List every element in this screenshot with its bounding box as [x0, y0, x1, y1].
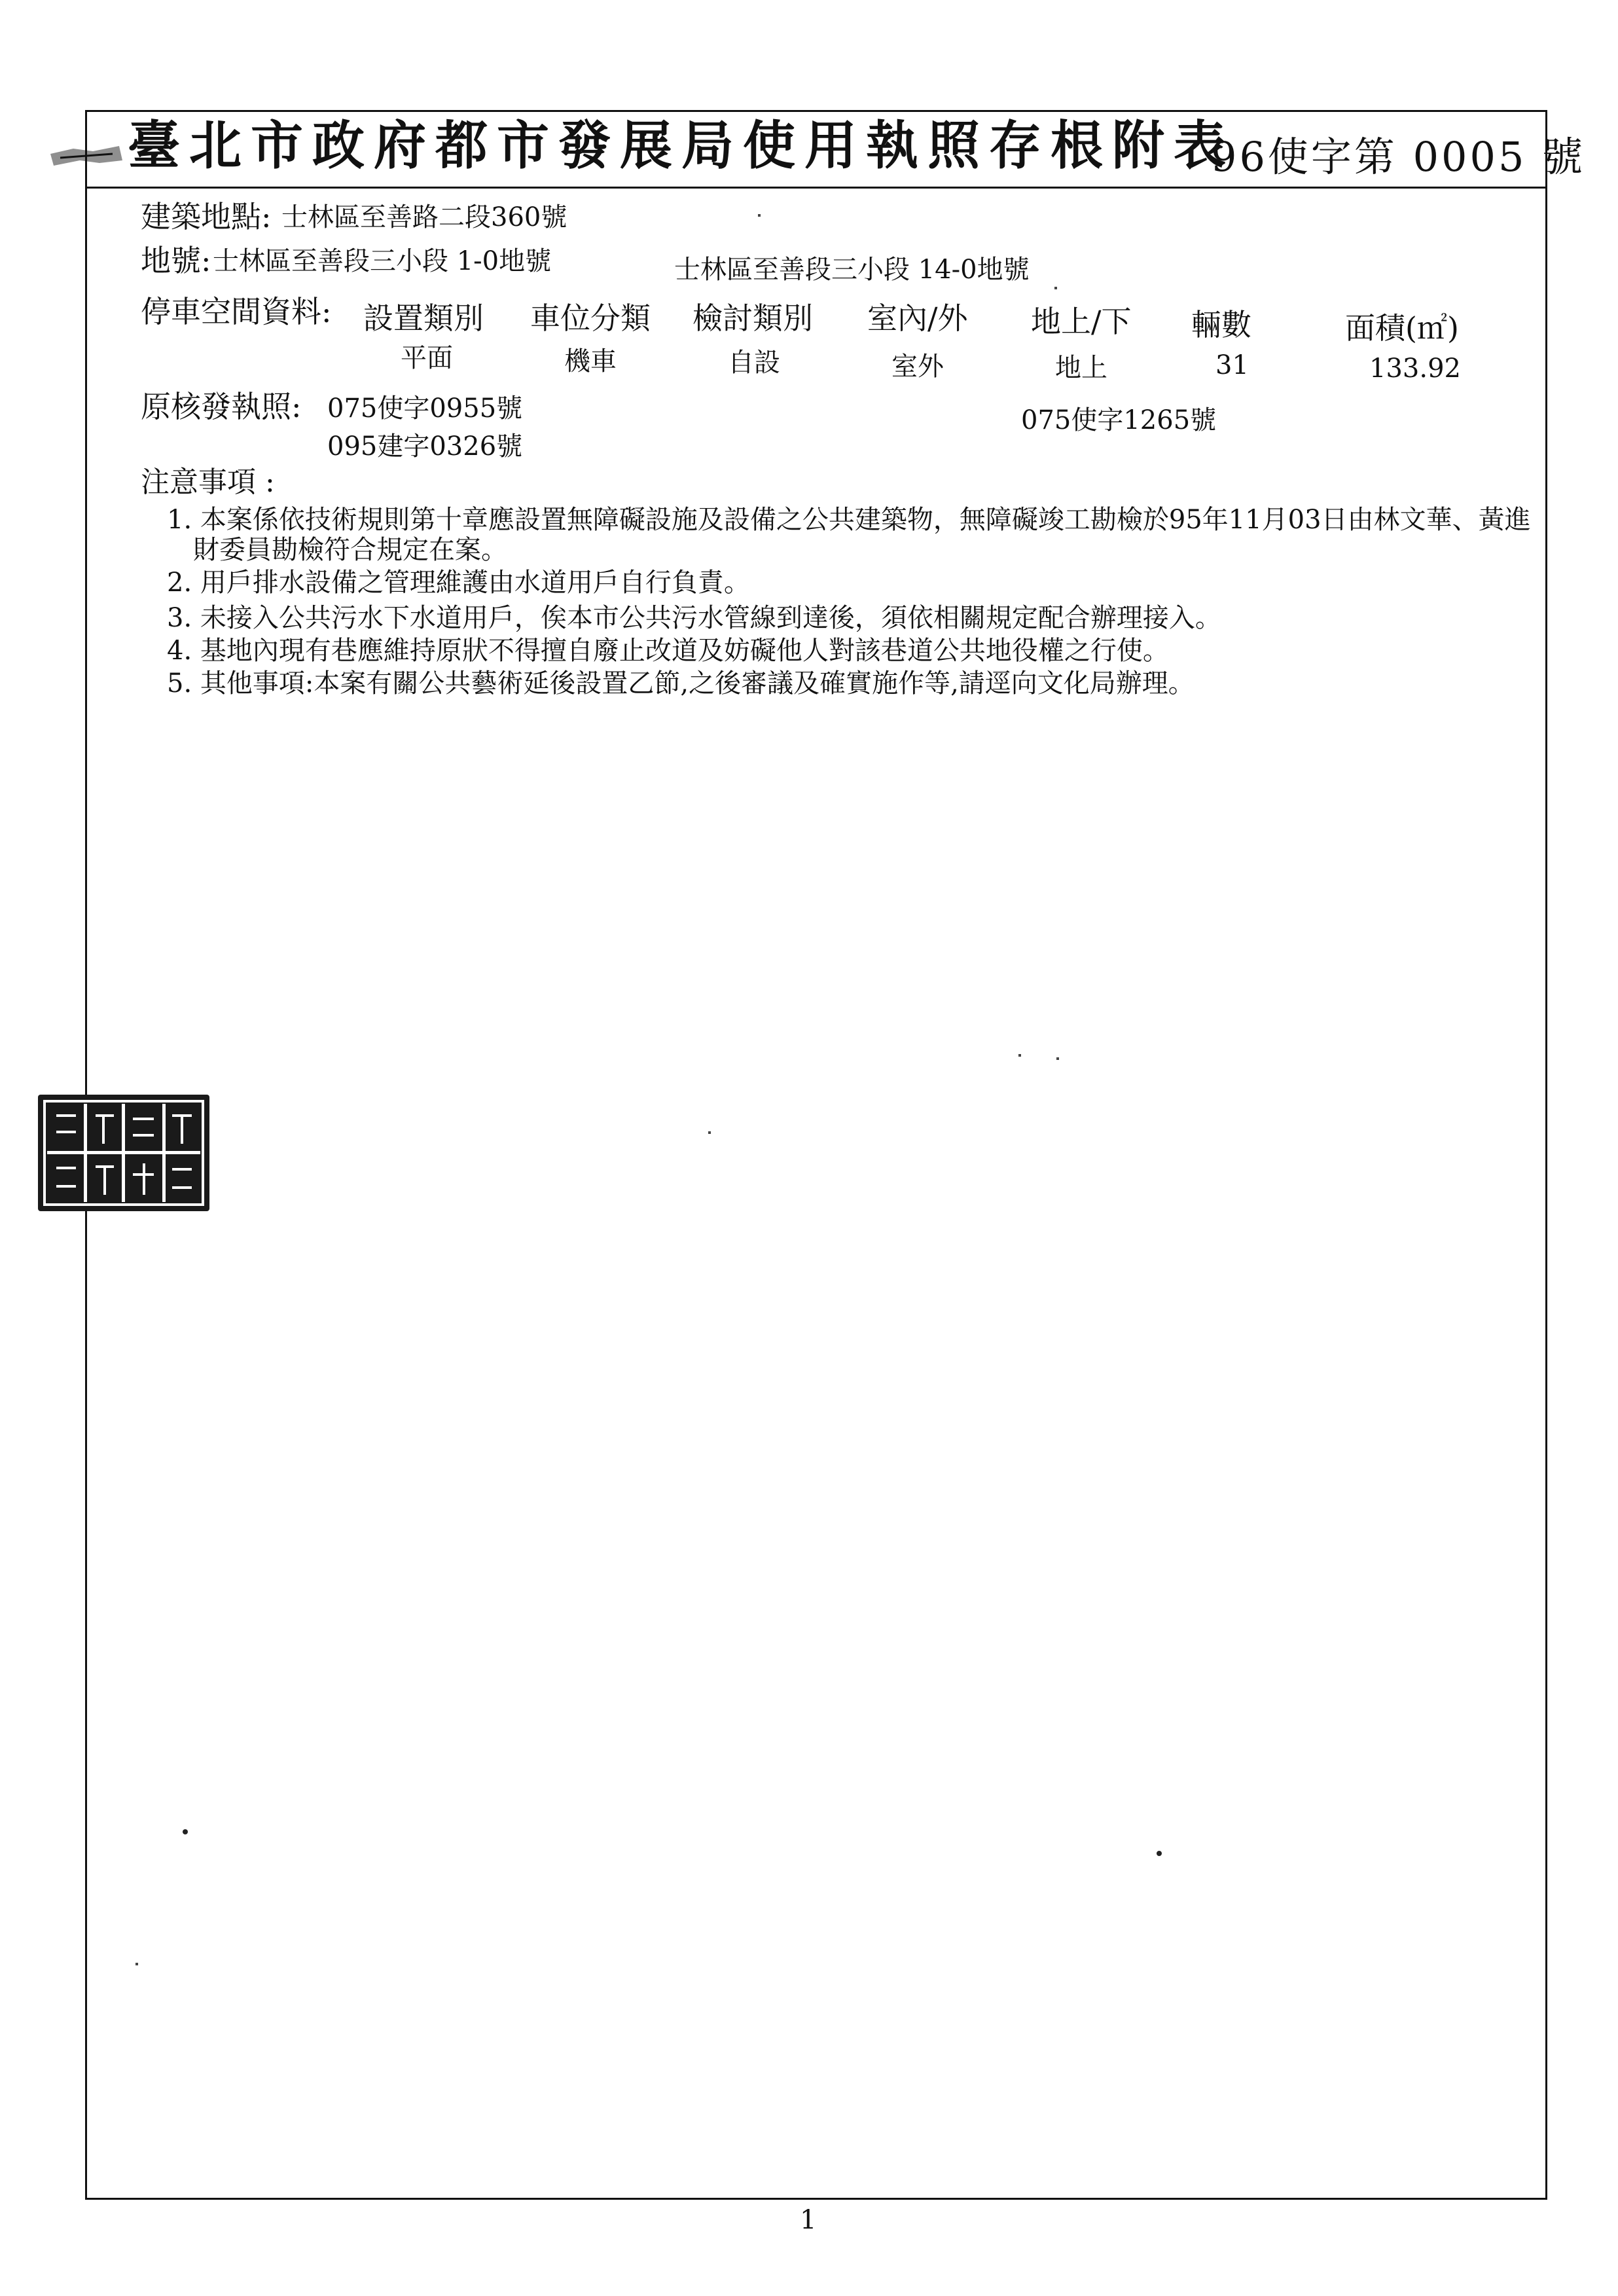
- notes-title: 注意事項 :: [141, 465, 275, 499]
- parking-header-space-class: 車位分類: [530, 301, 651, 336]
- scan-speck: [708, 1131, 711, 1134]
- parking-cell-type: 平面: [401, 343, 453, 373]
- scan-speck: [1056, 1057, 1059, 1060]
- title-separator: [85, 187, 1547, 189]
- parking-header-above-below: 地上/下: [1031, 304, 1132, 339]
- parking-header-area: 面積(㎡): [1345, 310, 1459, 346]
- original-permit-1: 075使字0955號: [327, 393, 523, 424]
- scan-speck: [1018, 1054, 1021, 1057]
- note-4: 4. 基地內現有巷應維持原狀不得擅自廢止改道及妨礙他人對該巷道公共地役權之行使。: [167, 636, 1169, 666]
- note-5: 5. 其他事項:本案有關公共藝術延後設置乙節,之後審議及確實施作等,請逕向文化局辦理。: [167, 668, 1195, 699]
- parking-cell-indoor-outdoor: 室外: [891, 352, 944, 382]
- parking-header-type: 設置類別: [363, 301, 484, 336]
- original-permits-label: 原核發執照:: [141, 389, 302, 424]
- note-1-continued: 財委員勘檢符合規定在案。: [193, 535, 507, 565]
- scan-speck: [758, 214, 761, 217]
- location-value: 士林區至善路二段360號: [281, 202, 567, 232]
- parking-cell-area: 133.92: [1369, 354, 1461, 384]
- permit-number: 96使字第 0005 號: [1211, 133, 1586, 181]
- official-seal-stamp: [38, 1095, 209, 1211]
- parking-cell-review-class: 自設: [728, 348, 780, 378]
- scan-speck: [1157, 1851, 1162, 1856]
- document-title: 臺北市政府都市發展局使用執照存根附表: [128, 115, 1235, 176]
- parking-header-count: 輛數: [1191, 307, 1251, 342]
- lot-value-1: 士林區至善段三小段 1-0地號: [213, 246, 552, 276]
- scan-speck: [1054, 287, 1057, 289]
- original-permit-3: 095建字0326號: [327, 431, 523, 462]
- document-frame: [85, 110, 1547, 2200]
- parking-header-review-class: 檢討類別: [692, 301, 813, 336]
- parking-label: 停車空間資料:: [141, 294, 332, 329]
- lot-value-2: 士林區至善段三小段 14-0地號: [674, 255, 1030, 285]
- scan-speck: [183, 1829, 188, 1834]
- scan-speck: [135, 1963, 138, 1965]
- location-label: 建築地點:: [141, 199, 272, 234]
- original-permit-2: 075使字1265號: [1021, 405, 1217, 435]
- page-number: 1: [800, 2205, 817, 2235]
- parking-cell-count: 31: [1215, 350, 1249, 380]
- parking-cell-above-below: 地上: [1055, 353, 1107, 383]
- parking-cell-space-class: 機車: [564, 346, 617, 376]
- note-3: 3. 未接入公共污水下水道用戶，俟本市公共污水管線到達後，須依相關規定配合辦理接入。: [167, 603, 1221, 633]
- note-2: 2. 用戶排水設備之管理維護由水道用戶自行負責。: [167, 568, 750, 598]
- parking-header-indoor-outdoor: 室內/外: [867, 301, 968, 336]
- note-1: 1. 本案係依技術規則第十章應設置無障礙設施及設備之公共建築物，無障礙竣工勘檢於95年11月03日由林文華、黃進: [167, 505, 1531, 535]
- lot-label: 地號:: [141, 243, 211, 278]
